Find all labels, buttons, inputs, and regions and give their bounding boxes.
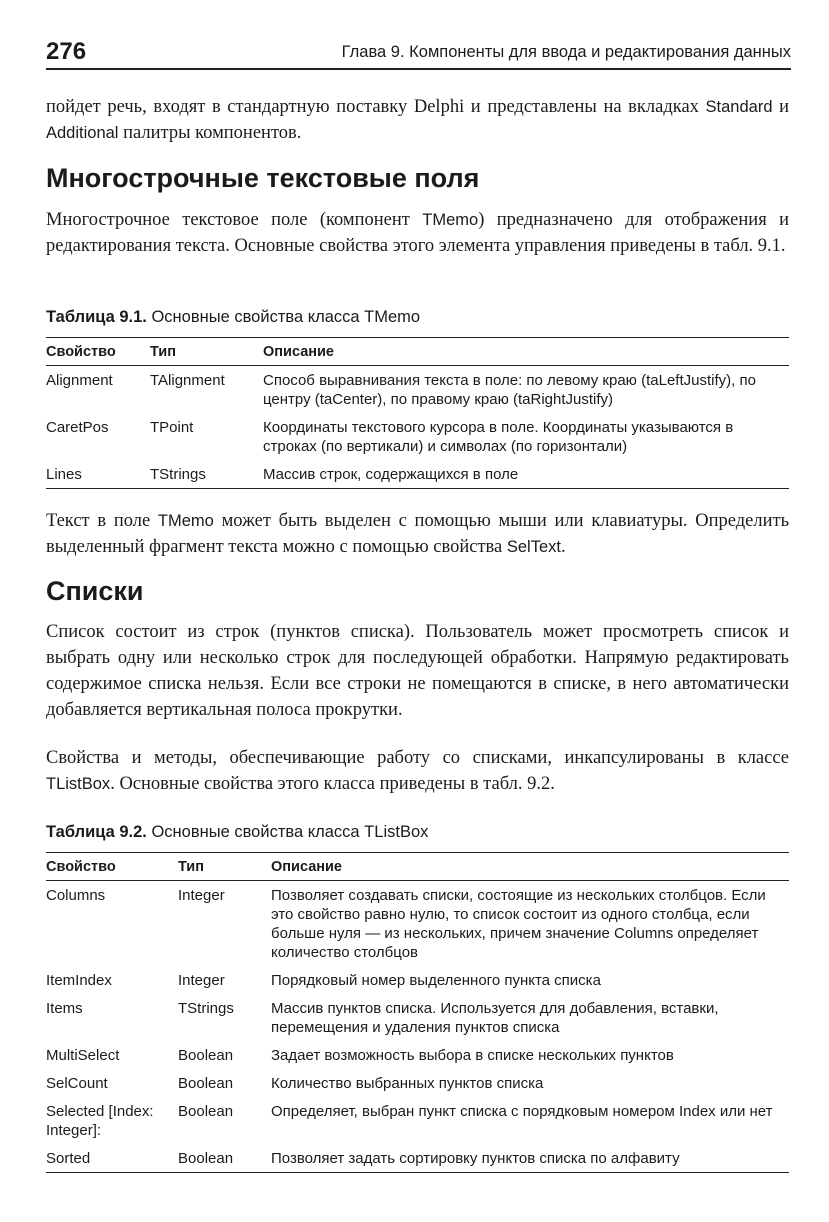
type-cell: TStrings bbox=[178, 1000, 234, 1017]
code-standard: Standard bbox=[705, 98, 773, 116]
table-row bbox=[46, 1041, 789, 1069]
table-caption-label: Таблица 9.2. bbox=[46, 823, 147, 841]
type-cell: TStrings bbox=[150, 460, 263, 489]
memo-p1-after: ) предназначено для отображения и редактирования текста. Основные свойства этого элемента управления приведены в табл. 9.1. bbox=[46, 210, 789, 256]
property-cell: Items bbox=[46, 1000, 83, 1017]
type-cell: TPoint bbox=[150, 419, 194, 436]
code-seltext: SelText bbox=[506, 538, 561, 556]
type-cell: Integer bbox=[178, 972, 225, 989]
memo-paragraph-2 bbox=[46, 508, 789, 560]
type-cell: TAlignment bbox=[150, 372, 225, 389]
memo-p2-after: . bbox=[560, 537, 566, 557]
property-cell: ItemIndex bbox=[46, 972, 112, 989]
code-tmemo: TMemo bbox=[422, 211, 479, 229]
description-cell: Порядковый номер выделенного пункта списка bbox=[271, 972, 601, 989]
table-caption-9-2 bbox=[46, 823, 428, 842]
memo-p2-middle: может быть выделен с помощью мыши или клавиатуры. Определить выделенный фрагмент текста можно с помощью свойства bbox=[46, 511, 790, 557]
type-cell: Boolean bbox=[178, 1103, 234, 1120]
code-tlistbox: TListBox bbox=[46, 775, 111, 793]
type-cell: Boolean bbox=[178, 1144, 271, 1173]
running-head bbox=[46, 38, 791, 70]
table-caption-9-1 bbox=[46, 308, 420, 327]
description-cell: Определяет, выбран пункт списка с порядковым номером Index или нет bbox=[271, 1103, 773, 1120]
table-row bbox=[46, 1069, 789, 1097]
description-cell: Способ выравнивания текста в поле: по левому краю (taLeftJustify), по центру (taCenter), по правому краю (taRightJustify) bbox=[263, 372, 756, 408]
table-row bbox=[46, 966, 789, 994]
table-caption-text: Основные свойства класса TMemo bbox=[146, 308, 421, 326]
description-cell: Массив строк, содержащихся в поле bbox=[263, 460, 789, 489]
memo-p2-before: Текст в поле bbox=[46, 511, 158, 531]
table-row bbox=[46, 413, 789, 460]
property-cell: Lines bbox=[46, 460, 150, 489]
memo-paragraph-1 bbox=[46, 207, 789, 259]
property-cell: Selected [Index: Integer]: bbox=[46, 1103, 154, 1139]
description-cell: Координаты текстового курсора в поле. Координаты указываются в строках (по вертикали) и символах (по горизонтали) bbox=[263, 419, 734, 455]
column-header: Тип bbox=[178, 853, 271, 881]
lists-paragraph-1: Список состоит из строк (пунктов списка). Пользователь может просмотреть список и выбрать одну или несколько строк для последующей обработки. Напрямую редактировать содержимое списка нельзя. Если все строки не помещаются в списке, в него автоматически добавляется вертикальная полоса прокрутки. bbox=[46, 622, 789, 720]
column-header: Свойство bbox=[46, 853, 178, 881]
column-header: Описание bbox=[271, 853, 789, 881]
lists-p2-after: . Основные свойства этого класса приведены в табл. 9.2. bbox=[110, 774, 555, 794]
intro-and: и bbox=[772, 97, 790, 117]
chapter-title: Глава 9. Компоненты для ввода и редактирования данных bbox=[341, 43, 791, 61]
table-caption-text: Основные свойства класса TListBox bbox=[146, 823, 429, 841]
column-header: Тип bbox=[150, 338, 263, 366]
type-cell: Integer bbox=[178, 887, 225, 904]
type-cell: Boolean bbox=[178, 1075, 234, 1092]
table-9-1 bbox=[46, 337, 789, 489]
table-caption-label: Таблица 9.1. bbox=[46, 308, 147, 326]
table-row bbox=[46, 366, 789, 414]
column-header: Свойство bbox=[46, 338, 150, 366]
property-cell: Columns bbox=[46, 887, 106, 904]
code-additional: Additional bbox=[46, 124, 119, 142]
description-cell: Позволяет задать сортировку пунктов списка по алфавиту bbox=[271, 1144, 789, 1173]
column-header: Описание bbox=[263, 338, 789, 366]
table-row bbox=[46, 1097, 789, 1144]
section-heading-lists: Списки bbox=[46, 576, 144, 606]
property-cell: CaretPos bbox=[46, 419, 109, 436]
table-row bbox=[46, 460, 789, 489]
description-cell: Количество выбранных пунктов списка bbox=[271, 1075, 544, 1092]
section-heading-memo: Многострочные текстовые поля bbox=[46, 163, 480, 193]
code-tmemo: TMemo bbox=[157, 512, 214, 530]
table-row bbox=[46, 994, 789, 1041]
description-cell: Массив пунктов списка. Используется для добавления, вставки, перемещения и удаления пунктов списка bbox=[271, 1000, 719, 1036]
table-row bbox=[46, 1144, 789, 1173]
intro-line: пойдет речь, входят в стандартную поставку Delphi и представлены на вкладках bbox=[46, 97, 699, 117]
intro-rest: палитры компонентов. bbox=[118, 123, 302, 143]
type-cell: Boolean bbox=[178, 1047, 234, 1064]
table-9-2 bbox=[46, 852, 789, 1173]
lists-p2-before: Свойства и методы, обеспечивающие работу со списками, инкапсулированы в классе bbox=[46, 748, 789, 768]
page-number: 276 bbox=[46, 38, 87, 65]
description-cell: Позволяет создавать списки, состоящие из нескольких столбцов. Если это свойство равно нулю, то список состоит из одного столбца, если больше нуля — из нескольких, причем значение Columns определяет количество столбцов bbox=[271, 887, 766, 961]
property-cell: SelCount bbox=[46, 1075, 108, 1092]
property-cell: MultiSelect bbox=[46, 1047, 120, 1064]
lists-paragraph-2 bbox=[46, 745, 789, 797]
intro-paragraph bbox=[46, 94, 789, 146]
property-cell: Alignment bbox=[46, 372, 113, 389]
description-cell: Задает возможность выбора в списке нескольких пунктов bbox=[271, 1047, 674, 1064]
table-row bbox=[46, 881, 789, 967]
property-cell: Sorted bbox=[46, 1144, 178, 1173]
memo-p1-before: Многострочное текстовое поле (компонент bbox=[46, 210, 423, 230]
